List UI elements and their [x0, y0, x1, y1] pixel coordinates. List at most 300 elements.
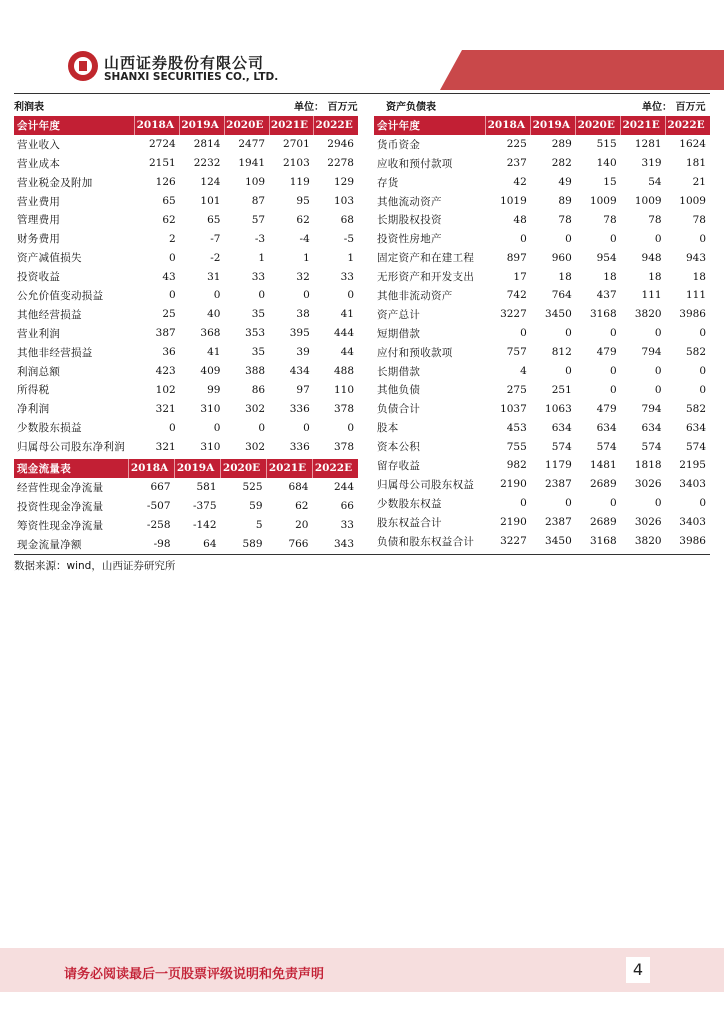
row-label: 公允价值变动损益 [17, 289, 104, 302]
cell-value: 0 [169, 251, 176, 264]
table-row [14, 437, 358, 456]
table-row [14, 173, 358, 192]
year-header: 2019A [180, 116, 225, 135]
cell-value: 1179 [545, 459, 572, 472]
row-label: 投资性现金净流量 [17, 500, 104, 513]
cell-value: 39 [296, 346, 310, 359]
table-row [14, 343, 358, 362]
cell-value: 0 [565, 365, 572, 378]
cell-value: 1281 [634, 138, 662, 151]
cell-value: 41 [207, 346, 221, 359]
page-header [0, 0, 724, 90]
cell-value: 3820 [634, 308, 662, 321]
cell-value: 302 [245, 402, 266, 415]
table-row [14, 478, 358, 497]
row-label: 其他经营损益 [17, 308, 82, 321]
cell-value: 634 [551, 421, 572, 434]
cell-value: 20 [295, 519, 309, 532]
cell-value: 0 [699, 497, 706, 510]
cell-value: 3403 [679, 478, 706, 491]
cell-value: 336 [289, 402, 310, 415]
cell-value: 3227 [500, 308, 527, 321]
cell-value: 0 [609, 365, 617, 378]
report-type-text: 证券研究报告：公司研究/点评报告 [466, 18, 666, 33]
cell-value: 2278 [327, 157, 354, 170]
cell-value: 0 [303, 421, 310, 434]
cell-value: 684 [288, 481, 309, 494]
row-label: 营业利润 [17, 327, 61, 340]
cell-value: 1624 [679, 138, 706, 151]
table-row [374, 418, 710, 437]
table-row [14, 229, 358, 248]
cell-value: 0 [520, 497, 527, 510]
cell-value: 3820 [634, 535, 662, 548]
cell-value: 68 [340, 213, 354, 226]
income-unit: 单位： 百万元 [294, 102, 358, 113]
row-label: 管理费用 [17, 214, 61, 227]
cell-value: -375 [192, 500, 217, 513]
cell-value: 33 [251, 270, 266, 283]
cell-value: 33 [340, 270, 354, 283]
cell-value: 65 [207, 213, 221, 226]
cell-value: 17 [513, 270, 527, 283]
cell-value: 35 [251, 308, 266, 321]
income-statement-table [14, 116, 358, 456]
cell-value: 38 [296, 308, 310, 321]
table-row [374, 192, 710, 211]
table-row [374, 173, 710, 192]
row-label: 归属母公司股东净利润 [17, 441, 125, 454]
cell-value: 0 [699, 327, 706, 340]
cell-value: 3168 [589, 308, 617, 321]
top-rule [14, 93, 710, 94]
cell-value: 2195 [679, 459, 706, 472]
cell-value: 2946 [327, 138, 354, 151]
cell-value: 25 [162, 308, 176, 321]
cell-value: 102 [155, 383, 176, 396]
row-label: 留存收益 [377, 459, 421, 472]
cell-value: 310 [200, 440, 221, 453]
cell-value: 794 [641, 346, 662, 359]
cell-value: 18 [648, 270, 662, 283]
cell-value: 89 [558, 195, 572, 207]
cell-value: 0 [213, 421, 221, 434]
row-label: 投资收益 [17, 271, 61, 284]
cell-value: -258 [146, 519, 171, 532]
table-row [14, 497, 358, 516]
page-footer [0, 948, 724, 992]
table-row [374, 380, 710, 399]
cell-value: 897 [506, 251, 527, 264]
cell-value: 2724 [148, 138, 176, 151]
table-row [14, 362, 358, 381]
year-header: 2022E [314, 116, 358, 135]
cell-value: -507 [146, 500, 171, 513]
cell-value: 378 [333, 440, 354, 453]
row-label: 资产减值损失 [17, 252, 82, 265]
cell-value: 5 [255, 519, 263, 532]
cell-value: 387 [155, 327, 176, 340]
cell-value: 1 [303, 251, 310, 264]
row-label: 其他负债 [377, 384, 421, 397]
company-name-cn: 山西证券股份有限公司 [104, 54, 265, 72]
cell-value: -3 [254, 232, 266, 245]
cell-value: 0 [565, 232, 572, 245]
income-caption: 利润表 [14, 102, 44, 113]
year-header: 2022E [312, 459, 358, 478]
cell-value: 2103 [283, 157, 310, 170]
cell-value: 634 [685, 421, 706, 434]
cell-value: 3227 [500, 535, 527, 548]
cell-value: 86 [251, 383, 266, 396]
year-header: 2021E [621, 116, 666, 135]
cell-value: 954 [596, 251, 617, 264]
cell-value: 78 [603, 213, 617, 226]
table-row [374, 343, 710, 362]
cell-value: -5 [343, 232, 354, 245]
cell-value: 21 [692, 176, 706, 189]
cell-value: 336 [289, 440, 310, 453]
cell-value: 0 [654, 497, 662, 510]
cell-value: 33 [340, 519, 354, 532]
cell-value: 2477 [238, 138, 266, 151]
cell-value: 453 [506, 421, 527, 434]
cell-value: 437 [596, 289, 617, 302]
row-label: 所得税 [17, 384, 50, 397]
bottom-rule [14, 554, 710, 555]
table-row [14, 210, 358, 229]
cell-value: 0 [654, 365, 662, 378]
cell-value: 766 [288, 538, 309, 550]
cell-value: 3986 [679, 535, 706, 548]
cell-value: 0 [213, 289, 221, 302]
cell-value: 62 [295, 500, 309, 513]
row-label: 经营性现金净流量 [17, 481, 104, 494]
cell-value: 15 [603, 176, 617, 189]
cell-value: 48 [513, 213, 527, 226]
cell-value: 1037 [500, 402, 527, 415]
company-name-en: SHANXI SECURITIES CO., LTD. [104, 71, 279, 83]
cell-value: 2232 [193, 157, 221, 170]
cell-value: 3986 [679, 308, 706, 321]
cell-value: 0 [347, 421, 354, 434]
cell-value: 378 [333, 402, 354, 415]
cell-value: 289 [551, 138, 572, 151]
cell-value: 960 [551, 251, 572, 264]
table-row [374, 154, 710, 173]
cell-value: -7 [210, 232, 221, 245]
year-header: 2021E [269, 116, 314, 135]
cell-value: 78 [692, 213, 706, 226]
cell-value: 65 [162, 195, 176, 207]
row-label: 营业成本 [17, 157, 61, 170]
cell-value: 119 [289, 176, 310, 189]
cell-value: 0 [169, 289, 176, 302]
year-header: 2018A [128, 459, 174, 478]
cell-value: 409 [200, 365, 221, 378]
year-header: 2021E [267, 459, 313, 478]
table-row [374, 248, 710, 267]
cell-value: 982 [506, 459, 527, 472]
cell-value: 78 [648, 213, 662, 226]
cell-value: 35 [251, 346, 266, 359]
report-type-banner [440, 50, 724, 90]
cell-value: 2701 [283, 138, 310, 151]
cell-value: 479 [596, 346, 617, 359]
cell-value: 0 [258, 421, 266, 434]
cell-value: 54 [648, 176, 662, 189]
cell-value: 111 [685, 289, 706, 302]
cell-value: 353 [245, 327, 266, 340]
cell-value: 388 [245, 365, 266, 378]
table-row [374, 305, 710, 324]
cell-value: 109 [245, 176, 266, 189]
row-label: 营业费用 [17, 195, 61, 208]
cell-value: 2387 [545, 478, 572, 491]
cell-value: 111 [641, 289, 662, 302]
cell-value: 794 [641, 402, 662, 415]
cell-value: 1009 [679, 195, 706, 207]
table-row [14, 154, 358, 173]
cell-value: 1941 [238, 157, 266, 170]
cell-value: 321 [155, 440, 176, 453]
data-source: 数据来源：wind，山西证券研究所 [14, 560, 176, 572]
table-row [374, 135, 710, 154]
cell-value: 66 [340, 500, 354, 513]
cell-value: 634 [641, 421, 662, 434]
cell-value: 742 [506, 289, 527, 302]
row-label: 负债合计 [377, 403, 421, 416]
cell-value: 757 [506, 346, 527, 359]
cell-value: 43 [162, 270, 176, 283]
cell-value: 423 [155, 365, 176, 378]
cell-value: 755 [506, 440, 527, 453]
table-header-row [14, 116, 358, 135]
cell-value: 2 [169, 232, 176, 245]
table-row [374, 286, 710, 305]
year-header: 2018A [486, 116, 531, 135]
cell-value: 78 [558, 213, 572, 226]
cell-value: 1063 [545, 402, 572, 415]
cell-value: 62 [296, 213, 310, 226]
row-label: 资产总计 [377, 308, 421, 321]
row-label: 筹资性现金净流量 [17, 519, 104, 532]
row-label: 固定资产和在建工程 [377, 252, 475, 265]
table-row [374, 494, 710, 513]
table-row [14, 305, 358, 324]
cell-value: 0 [609, 383, 617, 396]
cell-value: 41 [340, 308, 354, 321]
table-header-row [374, 116, 710, 135]
cell-value: 18 [692, 270, 706, 283]
cell-value: 343 [333, 538, 354, 550]
cell-value: 2190 [500, 478, 527, 491]
cell-value: 40 [207, 308, 221, 321]
cell-value: 444 [333, 327, 354, 340]
table-row [374, 362, 710, 381]
cell-value: 582 [685, 346, 706, 359]
cell-value: 42 [513, 176, 527, 189]
cell-value: 488 [333, 365, 354, 378]
table-row [14, 286, 358, 305]
cell-value: 126 [155, 176, 176, 189]
cell-value: 1 [258, 251, 266, 264]
cell-value: 282 [551, 157, 572, 170]
row-label: 股本 [377, 422, 399, 435]
cell-value: 0 [609, 497, 617, 510]
row-label: 少数股东损益 [17, 422, 82, 435]
table-row [374, 229, 710, 248]
row-label: 净利润 [17, 403, 50, 416]
cell-value: 181 [685, 157, 706, 170]
cell-value: 97 [296, 383, 310, 396]
cell-value: 525 [242, 481, 263, 494]
cell-value: 64 [203, 538, 217, 550]
year-header: 2018A [135, 116, 180, 135]
cell-value: 62 [162, 213, 176, 226]
cell-value: 0 [654, 327, 662, 340]
cell-value: 2814 [193, 138, 221, 151]
row-label: 营业税金及附加 [17, 176, 93, 189]
row-label: 存货 [377, 176, 399, 189]
row-label: 长期股权投资 [377, 214, 442, 227]
row-label: 负债和股东权益合计 [377, 535, 475, 548]
cell-value: 0 [699, 365, 706, 378]
cell-value: 1 [347, 251, 354, 264]
cell-value: 1009 [589, 195, 617, 207]
cell-value: 302 [245, 440, 266, 453]
table-row [14, 324, 358, 343]
row-label: 归属母公司股东权益 [377, 478, 475, 491]
cell-value: 515 [596, 138, 617, 151]
cell-value: 764 [551, 289, 572, 302]
header-label: 会计年度 [14, 116, 135, 135]
cell-value: 2689 [589, 516, 617, 529]
cell-value: 0 [565, 497, 572, 510]
cell-value: 0 [347, 289, 354, 302]
cell-value: -2 [210, 251, 221, 264]
cell-value: 2689 [589, 478, 617, 491]
cell-value: 32 [296, 270, 310, 283]
cell-value: 574 [685, 440, 706, 453]
year-header: 2022E [666, 116, 710, 135]
cell-value: 574 [596, 440, 617, 453]
cell-value: 0 [654, 383, 662, 396]
header-label: 现金流量表 [14, 459, 128, 478]
table-row [14, 418, 358, 437]
row-label: 短期借款 [377, 327, 421, 340]
cell-value: 99 [207, 383, 221, 396]
table-row [14, 248, 358, 267]
row-label: 其他流动资产 [377, 195, 442, 208]
cell-value: 251 [551, 383, 572, 396]
cell-value: 0 [303, 289, 310, 302]
cell-value: 319 [641, 157, 662, 170]
table-row [14, 516, 358, 535]
cell-value: 321 [155, 402, 176, 415]
table-row [14, 192, 358, 211]
balance-sheet-table [374, 116, 710, 550]
row-label: 货币资金 [377, 138, 421, 151]
cell-value: 310 [200, 402, 221, 415]
row-label: 营业收入 [17, 138, 61, 151]
cell-value: 44 [340, 346, 354, 359]
cell-value: 95 [296, 195, 310, 207]
cell-value: 2190 [500, 516, 527, 529]
cell-value: 4 [520, 365, 527, 378]
cell-value: 57 [251, 213, 266, 226]
year-header: 2020E [576, 116, 621, 135]
table-row [14, 380, 358, 399]
year-header: 2020E [224, 116, 269, 135]
cell-value: 368 [200, 327, 221, 340]
cell-value: 0 [699, 232, 706, 245]
cell-value: -98 [153, 538, 171, 550]
table-row [374, 513, 710, 532]
cell-value: 3403 [679, 516, 706, 529]
cell-value: 237 [506, 157, 527, 170]
table-row [14, 535, 358, 554]
row-label: 投资性房地产 [377, 233, 442, 246]
cell-value: 2151 [148, 157, 176, 170]
table-row [14, 399, 358, 418]
row-label: 利润总额 [17, 365, 61, 378]
year-header: 2020E [221, 459, 267, 478]
cell-value: 582 [685, 402, 706, 415]
year-header: 2019A [531, 116, 576, 135]
cell-value: 103 [333, 195, 354, 207]
row-label: 现金流量净额 [17, 538, 82, 551]
page-number: 4 [626, 957, 650, 983]
cell-value: 3450 [545, 308, 572, 321]
balance-unit: 单位： 百万元 [642, 102, 706, 113]
cell-value: 18 [603, 270, 617, 283]
row-label: 应付和预收款项 [377, 346, 453, 359]
company-logo [68, 51, 98, 81]
disclaimer-text: 请务必阅读最后一页股票评级说明和免责声明 [64, 967, 325, 982]
cell-value: -4 [299, 232, 310, 245]
cell-value: 667 [150, 481, 171, 494]
cell-value: 0 [520, 232, 527, 245]
cell-value: 0 [654, 232, 662, 245]
cell-value: 18 [558, 270, 572, 283]
year-header: 2019A [175, 459, 221, 478]
cell-value: 275 [506, 383, 527, 396]
cell-value: 1818 [634, 459, 662, 472]
table-row [14, 267, 358, 286]
table-row [14, 135, 358, 154]
table-row [374, 210, 710, 229]
row-label: 资本公积 [377, 441, 421, 454]
cell-value: 0 [609, 232, 617, 245]
cell-value: 948 [641, 251, 662, 264]
cell-value: 581 [196, 481, 217, 494]
cell-value: 2387 [545, 516, 572, 529]
table-row [374, 324, 710, 343]
cell-value: 0 [565, 327, 572, 340]
cell-value: -142 [192, 519, 217, 532]
row-label: 其他非经营损益 [17, 346, 93, 359]
cell-value: 574 [551, 440, 572, 453]
row-label: 无形资产和开发支出 [377, 271, 475, 284]
cell-value: 129 [333, 176, 354, 189]
cell-value: 49 [558, 176, 572, 189]
cell-value: 3026 [634, 478, 662, 491]
cell-value: 101 [200, 195, 221, 207]
table-row [374, 456, 710, 475]
cell-value: 1009 [634, 195, 662, 207]
cell-value: 36 [162, 346, 176, 359]
